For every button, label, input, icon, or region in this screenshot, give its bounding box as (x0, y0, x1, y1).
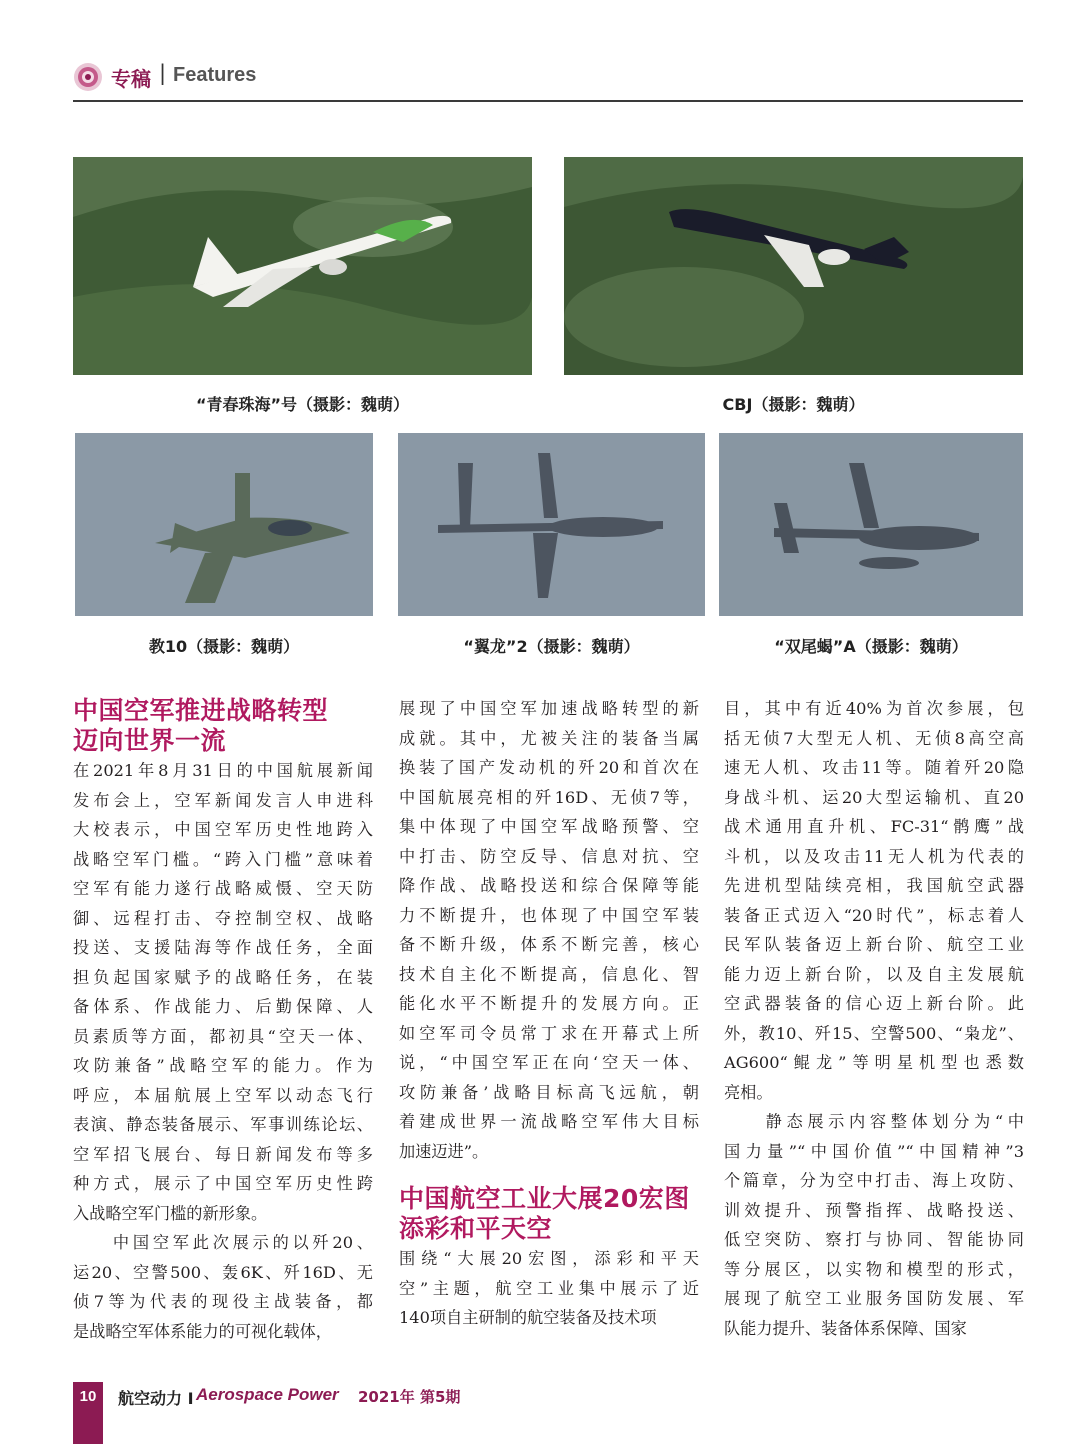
trainer-jet-icon (75, 433, 373, 616)
business-jet-icon (564, 157, 1023, 375)
text-line: 换装了国产发动机的歼20和首次在 (399, 758, 699, 777)
text-line: 国力量”“中国价值”“中国精神”3 (724, 1141, 1024, 1161)
text-line: 种方式，展示了中国空军历史性跨 (73, 1174, 373, 1193)
text-line: 投送、支援陆海等作战任务，全面 (73, 938, 373, 957)
section-heading: 中国空军推进战略转型 迈向世界一流 (73, 696, 329, 755)
page-header (73, 58, 1023, 102)
photo-business-jet (564, 157, 1023, 375)
text-line: 围绕“大展20宏图，添彩和平天 (399, 1249, 699, 1268)
text-line: 着建成世界一流战略空军伟大目标 (399, 1112, 699, 1131)
text-line: 斗机，以及攻击11无人机为代表的 (724, 846, 1024, 866)
section-heading: 中国航空工业大展20宏图 添彩和平天空 (399, 1184, 690, 1243)
text-line: 空武器装备的信心迈上新台阶。此 (724, 994, 1024, 1013)
text-line: 展现了航空工业服务国防发展、军 (724, 1289, 1024, 1308)
text-line: 战术通用直升机、FC-31“鹘鹰”战 (724, 817, 1024, 836)
text-line: 个篇章，分为空中打击、海上攻防、 (724, 1171, 1024, 1190)
text-line: 展现了中国空军加速战略转型的新 (399, 699, 699, 718)
text-line: 战略空军门槛。“跨入门槛”意味着 (73, 849, 373, 869)
text-line: 员素质等方面，都初具“空天一体、 (73, 1026, 373, 1046)
text-line: 攻防兼备’战略目标高飞远航，朝 (399, 1082, 699, 1102)
text-line: 亮相。 (724, 1082, 773, 1102)
photo-drone (398, 433, 705, 616)
twin-tail-drone-icon (719, 433, 1023, 616)
text-line: 括无侦7大型无人机、无侦8高空高 (724, 728, 1024, 748)
text-line: 能力迈上新台阶，以及自主发展航 (724, 964, 1024, 984)
text-line: 备不断升级，体系不断完善，核心 (399, 935, 699, 954)
text-line: 侦7等为代表的现役主战装备，都 (73, 1292, 373, 1311)
text-line: 速无人机、攻击11等。随着歼20隐 (724, 758, 1024, 777)
text-line: 身战斗机、运20大型运输机、直20 (724, 787, 1024, 807)
text-line: 御、远程打击、夺控制空权、战略 (73, 908, 373, 928)
text-line: 是战略空军体系能力的可视化载体， (73, 1321, 332, 1341)
photo-airliner (73, 157, 532, 375)
text-line: 中打击、防空反导、信息对抗、空 (399, 846, 699, 866)
photo-caption: “青春珠海”号（摄影：魏萌） (195, 395, 410, 414)
text-line: 装备正式迈入“20时代”，标志着人 (724, 905, 1024, 925)
photo-twin-tail-drone (719, 433, 1023, 616)
text-line: AG600“鲲龙”等明星机型也悉数 (724, 1053, 1024, 1072)
text-line: 说，“中国空军正在向‘空天一体、 (399, 1053, 699, 1072)
text-line: 集中体现了中国空军战略预警、空 (399, 817, 699, 836)
page-number: 10 (79, 1388, 97, 1405)
text-line: 空军招飞展台、每日新闻发布等多 (73, 1144, 373, 1164)
text-line: 入战略空军门槛的新形象。 (73, 1203, 268, 1223)
section-label-cn: 专稿 (111, 67, 151, 91)
text-line: 低空突防、察打与协同、智能协同 (724, 1230, 1024, 1249)
photo-caption: “双尾蝎”A（摄影：魏萌） (774, 637, 968, 656)
magazine-name-en: Aerospace Power (196, 1385, 339, 1404)
text-line: 空军有能力遂行战略威慑、空天防 (73, 879, 373, 898)
text-line: 等分展区，以实物和模型的形式， (724, 1259, 1024, 1279)
text-line: 运20、空警500、轰6K、歼16D、无 (73, 1262, 373, 1282)
text-line: 大校表示，中国空军历史性地跨入 (73, 820, 373, 839)
text-line: 目，其中有近40%为首次参展，包 (724, 699, 1024, 718)
text-line: 中国空军此次展示的以歼20、 (73, 1233, 373, 1252)
column-text (724, 694, 1024, 1343)
text-line: 力不断提升，也体现了中国空军装 (399, 905, 699, 925)
issue-label: 2021年 第5期 (358, 1388, 461, 1406)
article-column-3 (724, 694, 1024, 1343)
text-line: 外，教10、歼15、空警500、“枭龙”、 (724, 1023, 1024, 1043)
text-line: 队能力提升、装备体系保障、国家 (724, 1318, 967, 1338)
column-text (73, 756, 373, 1346)
drone-icon (398, 433, 705, 616)
text-line: 民军队装备迈上新台阶、航空工业 (724, 935, 1024, 954)
text-line: 空”主题，航空工业集中展示了近 (399, 1278, 699, 1298)
text-line: 攻防兼备”战略空军的能力。作为 (73, 1056, 373, 1075)
text-line: 担负起国家赋予的战略任务，在装 (73, 967, 373, 987)
photo-caption: CBJ（摄影：魏萌） (722, 395, 865, 414)
text-line: 先进机型陆续亮相，我国航空武器 (724, 876, 1024, 895)
magazine-name-cn: 航空动力 I (118, 1389, 194, 1408)
text-line: 如空军司令员常丁求在开幕式上所 (399, 1023, 699, 1043)
section-label-en: Features (173, 64, 257, 86)
photo-caption: 教10（摄影：魏萌） (148, 637, 300, 656)
text-line: 中国航展亮相的歼16D、无侦7等， (399, 787, 699, 807)
text-line: 在2021年8月31日的中国航展新闻 (73, 761, 373, 780)
article-column-2 (399, 694, 699, 1333)
text-line: 备体系、作战能力、后勤保障、人 (73, 997, 373, 1016)
text-line: 静态展示内容整体划分为“中 (724, 1112, 1024, 1131)
text-line: 降作战、战略投送和综合保障等能 (399, 876, 699, 895)
photo-trainer-jet (75, 433, 373, 616)
text-line: 能化水平不断提升的发展方向。正 (399, 994, 699, 1013)
column-text (399, 694, 699, 1166)
photo-caption: “翼龙”2（摄影：魏萌） (463, 637, 640, 656)
text-line: 发布会上，空军新闻发言人申进科 (73, 790, 373, 810)
text-line: 140项自主研制的航空装备及技术项 (399, 1308, 657, 1327)
text-line: 呼应，本届航展上空军以动态飞行 (73, 1085, 373, 1105)
airliner-icon (73, 157, 532, 375)
text-line: 加速迈进”。 (399, 1141, 489, 1161)
text-line: 成就。其中，尤被关注的装备当属 (399, 728, 699, 748)
magazine-logo-icon (73, 62, 103, 92)
text-line: 技术自主化不断提高，信息化、智 (399, 964, 699, 984)
section-separator: | (159, 61, 167, 85)
column-text (399, 1244, 699, 1333)
text-line: 训效提升、预警指挥、战略投送、 (724, 1200, 1024, 1220)
article-column-1 (73, 696, 373, 1346)
text-line: 表演、静态装备展示、军事训练论坛、 (73, 1115, 373, 1134)
